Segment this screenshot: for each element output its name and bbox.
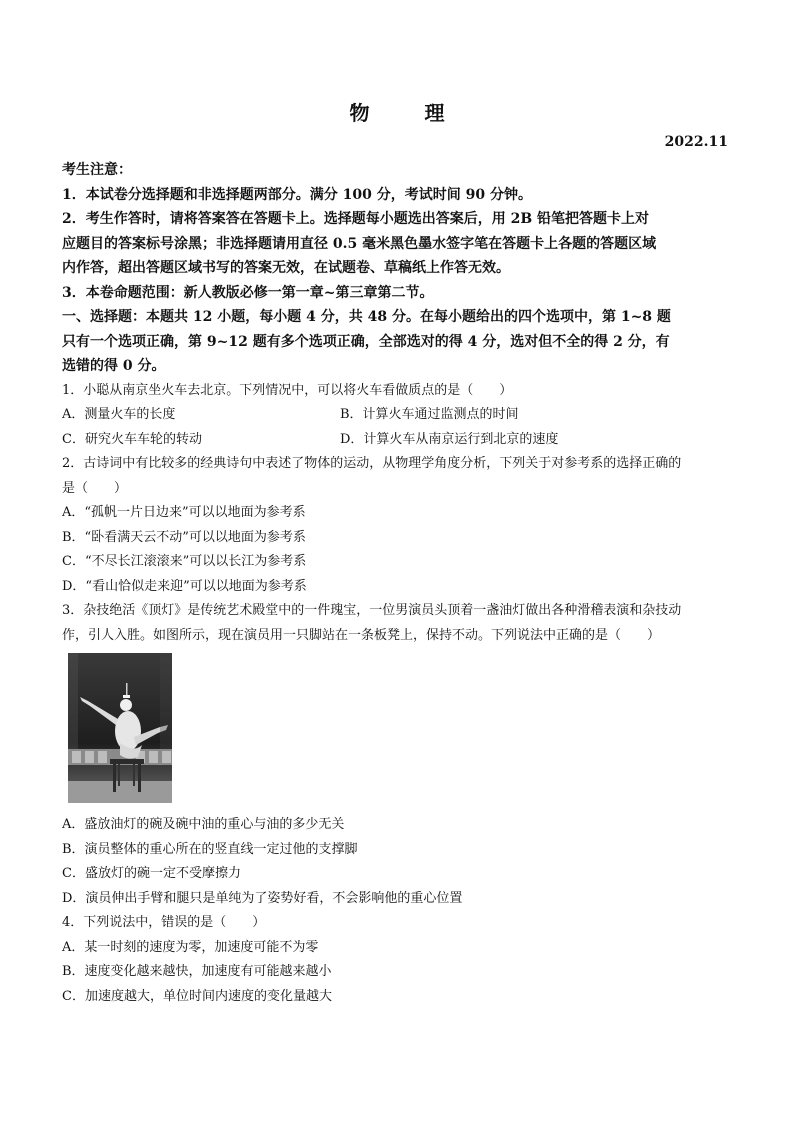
page-title: 物 理 [349, 101, 469, 125]
option-d: D．演员伸出手臂和腿只是单纯为了姿势好看，不会影响他的重心位置 [62, 890, 463, 906]
option-a: A．某一时刻的速度为零，加速度可能不为零 [62, 939, 319, 955]
question-stem: 4．下列说法中，错误的是（ ） [62, 915, 266, 930]
notice-item: 应题目的答案标号涂黑；非选择题请用直径 0.5 毫米黑色墨水签字笔在答题卡上各题的答题区域 [62, 235, 657, 252]
option-c: C．研究火车车轮的转动 [62, 431, 202, 447]
question-4 [62, 911, 730, 1009]
exam-content [62, 158, 730, 1009]
question-stem: 1．小聪从南京坐火车去北京。下列情况中，可以将火车看做质点的是（ ） [62, 382, 513, 398]
question-3 [62, 599, 730, 911]
question-stem-cont: 作，引人入胜。如图所示，现在演员用一只脚站在一条板凳上，保持不动。下列说法中正确的是（ ） [62, 627, 661, 643]
question-2 [62, 452, 730, 599]
option-row [62, 403, 730, 428]
notice-heading: 考生注意： [62, 162, 132, 178]
option-a: A．“孤帆一片日边来”可以以地面为参考系 [62, 505, 306, 520]
section-line: 一、选择题：本题共 12 小题，每小题 4 分，共 48 分。在每小题给出的四个选项中，第 1~8 题 [62, 309, 671, 325]
option-c: C．加速度越大，单位时间内速度的变化量越大 [62, 988, 332, 1004]
section-heading [62, 305, 730, 379]
question-stem-cont: 是（ ） [62, 480, 128, 496]
question-1 [62, 379, 730, 453]
section-line: 选错的得 0 分。 [62, 358, 166, 374]
option-b: B．“卧看满天云不动”可以以地面为参考系 [62, 529, 306, 545]
exam-date: 2022.11 [664, 134, 728, 150]
notice-section [62, 158, 730, 305]
acrobat-photo [68, 653, 172, 803]
option-b: B．速度变化越来越快，加速度有可能越来越小 [62, 964, 332, 979]
option-c: C．“不尽长江滚滚来”可以以长江为参考系 [62, 554, 307, 569]
notice-item: 2．考生作答时，请将答案答在答题卡上。选择题每小题选出答案后，用 2B 铅笔把答题卡上对 [62, 211, 650, 227]
option-d: D．“看山恰似走来迎”可以以地面为参考系 [62, 578, 307, 594]
option-b: B．计算火车通过监测点的时间 [340, 407, 519, 422]
option-d: D．计算火车从南京运行到北京的速度 [340, 431, 559, 447]
option-a: A．盛放油灯的碗及碗中油的重心与油的多少无关 [62, 817, 345, 832]
option-b: B．演员整体的重心所在的竖直线一定过他的支撑脚 [62, 841, 358, 857]
notice-item: 3．本卷命题范围：新人教版必修一第一章~第三章第二节。 [62, 284, 434, 301]
option-c: C．盛放灯的碗一定不受摩擦力 [62, 866, 241, 881]
notice-item: 内作答，超出答题区域书写的答案无效，在试题卷、草稿纸上作答无效。 [62, 260, 510, 276]
option-a: A．测量火车的长度 [62, 407, 176, 422]
question-stem: 3．杂技绝活《顶灯》是传统艺术殿堂中的一件瑰宝，一位男演员头顶着一盏油灯做出各种滑稽表演和杂技动 [62, 603, 682, 618]
option-row [62, 428, 730, 453]
question-stem: 2．古诗词中有比较多的经典诗句中表述了物体的运动，从物理学角度分析，下列关于对参考系的选择正确的 [62, 456, 682, 471]
section-line: 只有一个选项正确，第 9~12 题有多个选项正确，全部选对的得 4 分，选对但不全的得 2 分，有 [62, 333, 670, 350]
notice-item: 1．本试卷分选择题和非选择题两部分。满分 100 分，考试时间 90 分钟。 [62, 186, 532, 203]
